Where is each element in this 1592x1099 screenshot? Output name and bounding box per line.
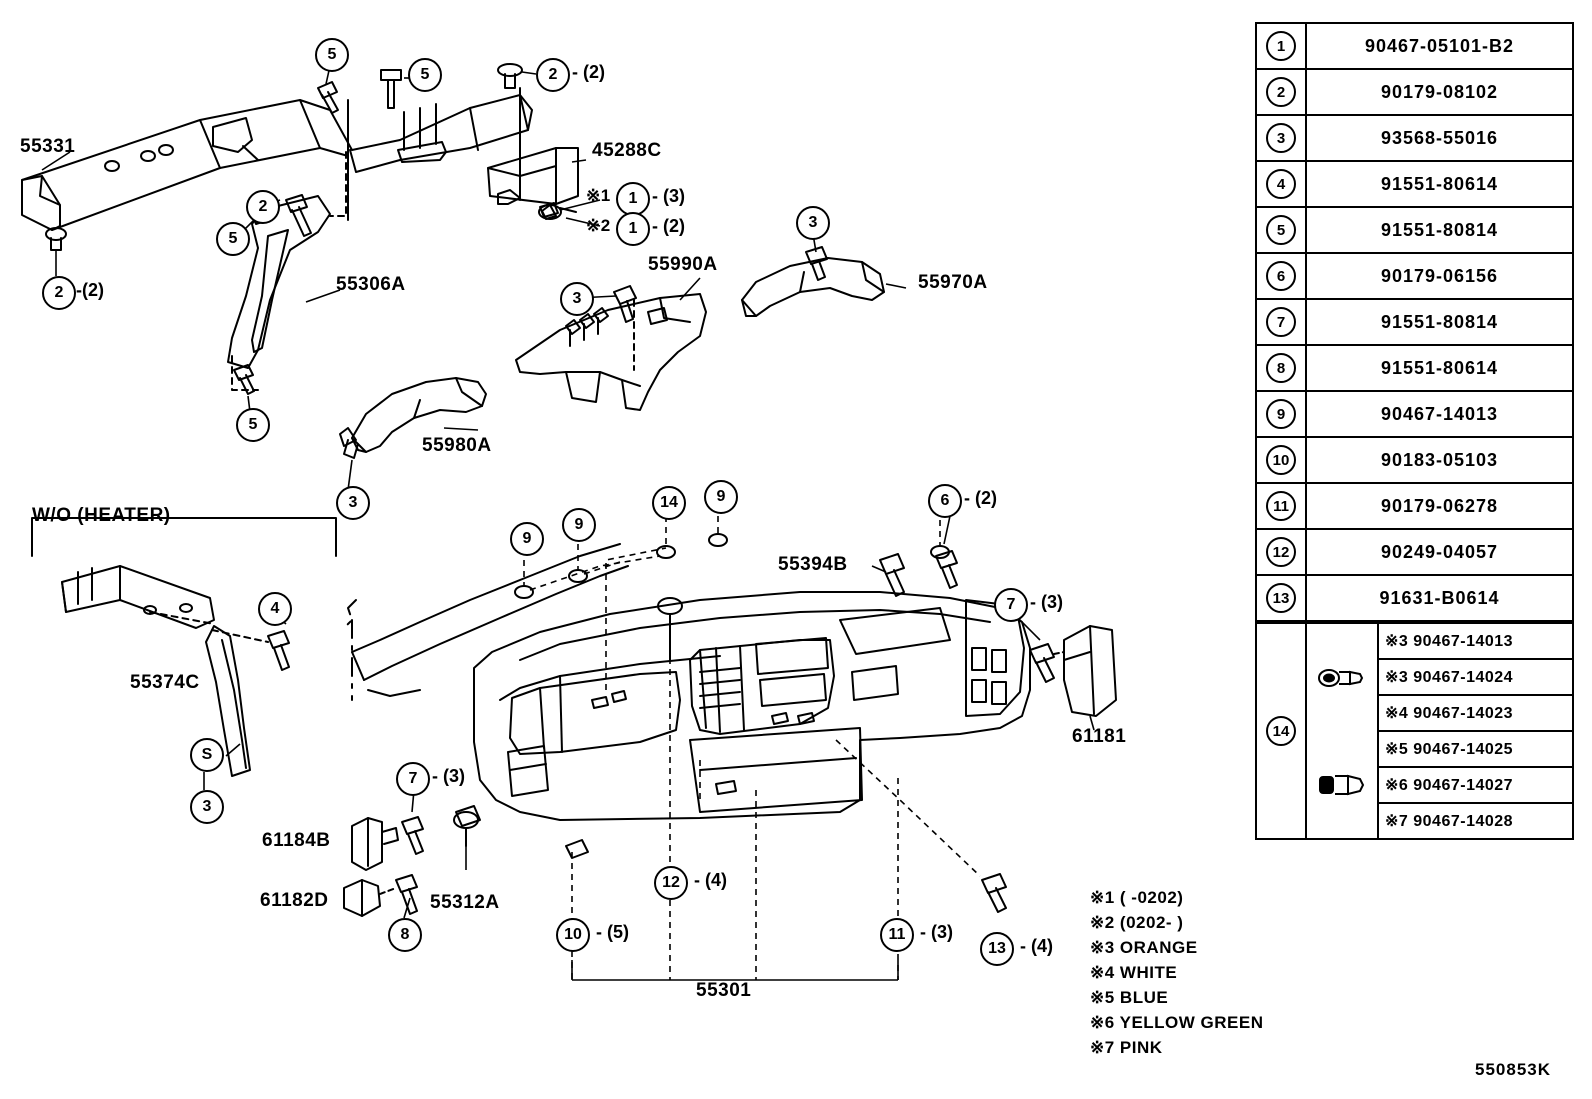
row-number-cell bbox=[1257, 116, 1307, 160]
callout-4-a[interactable]: 4 bbox=[258, 592, 292, 626]
callout-1-a-qty: - (3) bbox=[652, 186, 685, 206]
row-part-code: 90467-14013 bbox=[1380, 403, 1499, 424]
row-number-cell bbox=[1257, 254, 1307, 298]
callout-3-d[interactable]: 3 bbox=[190, 790, 224, 824]
callout-2-c-qty: -(2) bbox=[76, 280, 104, 300]
part-label-45288C: 45288C bbox=[592, 140, 662, 161]
part-label-55306A: 55306A bbox=[336, 274, 406, 295]
row-part-code: 91551-80614 bbox=[1380, 357, 1499, 378]
callout-2-a-qty: - (2) bbox=[572, 62, 605, 82]
row-part-code: 91551-80814 bbox=[1380, 311, 1499, 332]
callout-3-b[interactable]: 3 bbox=[560, 282, 594, 316]
star2-prefix: ※2 bbox=[586, 216, 611, 235]
table-row[interactable] bbox=[1257, 576, 1572, 622]
row-part-code: 90467-05101-B2 bbox=[1364, 35, 1515, 56]
table-row[interactable] bbox=[1257, 24, 1572, 70]
wo-heater-label: W/O (HEATER) bbox=[32, 505, 171, 526]
star1-prefix: ※1 bbox=[586, 186, 611, 205]
callout-5-b[interactable]: 5 bbox=[408, 58, 442, 92]
part-label-55374C: 55374C bbox=[130, 672, 200, 693]
callout-2-b[interactable]: 2 bbox=[246, 190, 280, 224]
clip-icon-large bbox=[1307, 731, 1377, 838]
table-row[interactable] bbox=[1257, 438, 1572, 484]
callout-7-a[interactable]: 7 bbox=[994, 588, 1028, 622]
legend-line: ※4 WHITE bbox=[1090, 963, 1178, 982]
callout-num: 13 bbox=[1266, 583, 1296, 613]
callout-12-a-qty: - (4) bbox=[694, 870, 727, 890]
group-14-items bbox=[1379, 624, 1572, 838]
group-14-item: ※5 90467-14025 bbox=[1379, 732, 1572, 768]
callout-8-a[interactable]: 8 bbox=[388, 918, 422, 952]
callout-9-c[interactable]: 9 bbox=[704, 480, 738, 514]
part-label-55301: 55301 bbox=[696, 980, 752, 1001]
callout-9-b[interactable]: 9 bbox=[562, 508, 596, 542]
part-label-61184B: 61184B bbox=[262, 830, 331, 851]
callout-num: 7 bbox=[1266, 307, 1296, 337]
callout-12-a[interactable]: 12 bbox=[654, 866, 688, 900]
part-label-55312A: 55312A bbox=[430, 892, 500, 913]
legend-line: ※7 PINK bbox=[1090, 1038, 1163, 1057]
table-row[interactable] bbox=[1257, 530, 1572, 576]
callout-num: 9 bbox=[1266, 399, 1296, 429]
part-label-55990A: 55990A bbox=[648, 254, 718, 275]
part-label-55331: 55331 bbox=[20, 136, 76, 157]
callout-6-a-qty: - (2) bbox=[964, 488, 997, 508]
callout-10-a[interactable]: 10 bbox=[556, 918, 590, 952]
callout-num: 10 bbox=[1266, 445, 1296, 475]
callout-5-c[interactable]: 5 bbox=[216, 222, 250, 256]
group-14-item: ※4 90467-14023 bbox=[1379, 696, 1572, 732]
callout-13-a[interactable]: 13 bbox=[980, 932, 1014, 966]
callout-7-b[interactable]: 7 bbox=[396, 762, 430, 796]
callout-6-a[interactable]: 6 bbox=[928, 484, 962, 518]
legend-line: ※3 ORANGE bbox=[1090, 938, 1198, 957]
part-label-55970A: 55970A bbox=[918, 272, 988, 293]
part-label-55980A: 55980A bbox=[422, 435, 492, 456]
callout-2-c[interactable]: 2 bbox=[42, 276, 76, 310]
row-number-cell bbox=[1257, 484, 1307, 528]
table-row[interactable] bbox=[1257, 392, 1572, 438]
row-part-code: 91631-B0614 bbox=[1379, 587, 1500, 608]
table-row[interactable] bbox=[1257, 254, 1572, 300]
part-label-61181: 61181 bbox=[1072, 726, 1127, 747]
legend-line: ※6 YELLOW GREEN bbox=[1090, 1013, 1264, 1032]
row-part-code: 91551-80814 bbox=[1380, 219, 1499, 240]
row-part-code: 91551-80614 bbox=[1380, 173, 1499, 194]
legend-line: ※5 BLUE bbox=[1090, 988, 1169, 1007]
callout-11-a[interactable]: 11 bbox=[880, 918, 914, 952]
callout-2-a[interactable]: 2 bbox=[536, 58, 570, 92]
clip-icon-column bbox=[1307, 624, 1379, 838]
callout-num: 5 bbox=[1266, 215, 1296, 245]
row-number-cell bbox=[1257, 530, 1307, 574]
row-part-code: 90249-04057 bbox=[1380, 541, 1499, 562]
clip-icon-small bbox=[1307, 624, 1377, 731]
callout-11-a-qty: - (3) bbox=[920, 922, 953, 942]
callout-num: 4 bbox=[1266, 169, 1296, 199]
row-part-code: 90179-06278 bbox=[1380, 495, 1499, 516]
callout-3-c[interactable]: 3 bbox=[796, 206, 830, 240]
row-part-code: 90179-06156 bbox=[1380, 265, 1499, 286]
callout-7-a-qty: - (3) bbox=[1030, 592, 1063, 612]
row-part-code: 90183-05103 bbox=[1380, 449, 1499, 470]
table-row[interactable] bbox=[1257, 346, 1572, 392]
group-14-item: ※3 90467-14024 bbox=[1379, 660, 1572, 696]
part-label-61182D: 61182D bbox=[260, 890, 329, 911]
callout-num: 6 bbox=[1266, 261, 1296, 291]
callout-num: 11 bbox=[1266, 491, 1296, 521]
callout-s-a[interactable]: S bbox=[190, 738, 224, 772]
callout-5-d[interactable]: 5 bbox=[236, 408, 270, 442]
row-number-cell bbox=[1257, 162, 1307, 206]
callout-7-b-qty: - (3) bbox=[432, 766, 465, 786]
group-14-item: ※7 90467-14028 bbox=[1385, 813, 1514, 830]
callout-1-a[interactable]: 1 bbox=[616, 182, 650, 216]
row-number-cell bbox=[1257, 24, 1307, 68]
row-number-cell bbox=[1257, 392, 1307, 436]
row-number-cell bbox=[1257, 70, 1307, 114]
table-row[interactable] bbox=[1257, 484, 1572, 530]
table-row-group-14[interactable] bbox=[1257, 622, 1572, 838]
parts-table bbox=[1255, 22, 1574, 840]
callout-num: 1 bbox=[1266, 31, 1296, 61]
callout-3-a[interactable]: 3 bbox=[336, 486, 370, 520]
legend-notes bbox=[1090, 885, 1264, 1060]
callout-num: 2 bbox=[1266, 77, 1296, 107]
legend-line: ※2 (0202- ) bbox=[1090, 913, 1184, 932]
table-row[interactable] bbox=[1257, 162, 1572, 208]
legend-line: ※1 ( -0202) bbox=[1090, 888, 1184, 907]
callout-num: 14 bbox=[1266, 716, 1296, 746]
callout-13-a-qty: - (4) bbox=[1020, 936, 1053, 956]
group-14-item: ※3 90467-14013 bbox=[1379, 624, 1572, 660]
row-number-cell bbox=[1257, 576, 1307, 620]
callout-1-b-qty: - (2) bbox=[652, 216, 685, 236]
row-number-cell bbox=[1257, 346, 1307, 390]
diagram-code: 550853K bbox=[1475, 1060, 1552, 1079]
table-row[interactable] bbox=[1257, 116, 1572, 162]
callout-1-b[interactable]: 1 bbox=[616, 212, 650, 246]
row-part-code: 93568-55016 bbox=[1380, 127, 1499, 148]
row-number-cell bbox=[1257, 624, 1307, 838]
row-part-code: 90179-08102 bbox=[1380, 81, 1499, 102]
callout-9-a[interactable]: 9 bbox=[510, 522, 544, 556]
table-row[interactable] bbox=[1257, 208, 1572, 254]
callout-14-a[interactable]: 14 bbox=[652, 486, 686, 520]
row-number-cell bbox=[1257, 438, 1307, 482]
row-number-cell bbox=[1257, 208, 1307, 252]
callout-num: 8 bbox=[1266, 353, 1296, 383]
part-label-55394B: 55394B bbox=[778, 554, 848, 575]
callout-num: 3 bbox=[1266, 123, 1296, 153]
table-row[interactable] bbox=[1257, 300, 1572, 346]
table-row[interactable] bbox=[1257, 70, 1572, 116]
callout-num: 12 bbox=[1266, 537, 1296, 567]
group-14-item: ※6 90467-14027 bbox=[1379, 768, 1572, 804]
callout-5-a[interactable]: 5 bbox=[315, 38, 349, 72]
callout-10-a-qty: - (5) bbox=[596, 922, 629, 942]
row-number-cell bbox=[1257, 300, 1307, 344]
